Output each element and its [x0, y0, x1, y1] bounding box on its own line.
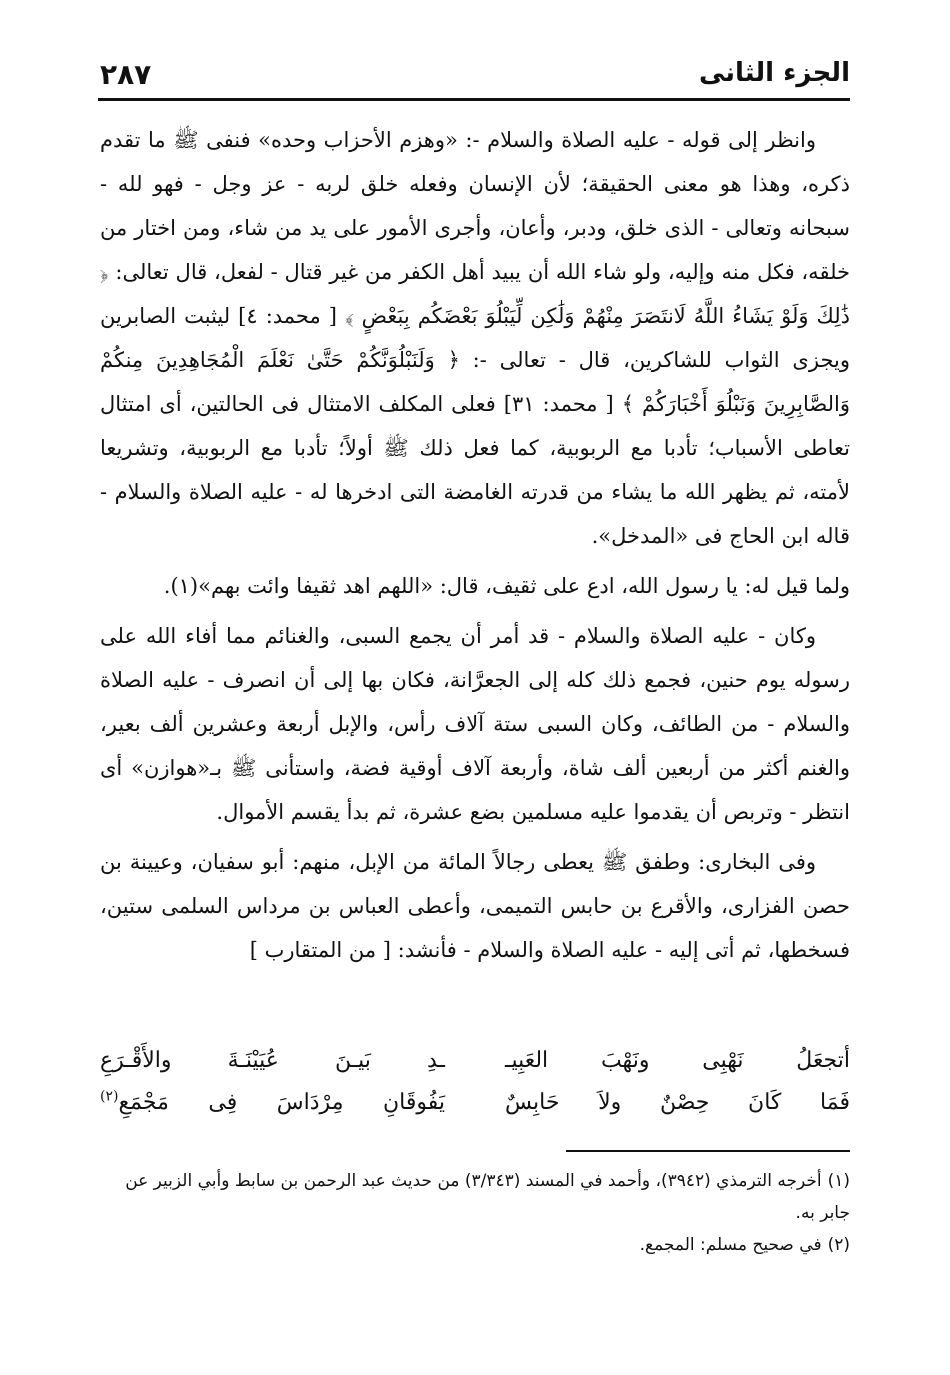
verse-second-text: يَفُوقَانِ مِرْدَاسَ فِى مَجْمَعِ — [118, 1090, 445, 1115]
footnote — [105, 1165, 850, 1229]
running-head: الجزء الثانى — [698, 58, 850, 88]
verse-second-hemistich: ـدِ بَيـنَ عُيَيْنَـةَ والأَقْـرَعِ — [100, 1048, 445, 1073]
footnote — [105, 1229, 850, 1261]
main-text — [100, 118, 850, 978]
verse-second-hemistich — [100, 1082, 445, 1124]
footnote-number: (١) — [827, 1171, 850, 1191]
page-number: ٢٨٧ — [100, 58, 152, 91]
header-rule — [98, 98, 850, 101]
footnote-number: (٢) — [827, 1235, 850, 1255]
verse-first-hemistich: أتجعَلُ نَهْبِى ونَهْبَ العَبِيـ — [505, 1048, 850, 1073]
poem — [100, 1040, 850, 1124]
verse-first-hemistich: فَمَا كَانَ حِصْنٌ ولاَ حَابِسٌ — [505, 1090, 850, 1115]
paragraph: وانظر إلى قوله - عليه الصلاة والسلام -: «وهزم الأحزاب وحده» فنفى ﷺ ما تقدم ذكره، وهذا هو معنى الحقيقة؛ لأن الإنسان وفعله خلق لربه - عز وجل - فهو لله - سبحانه وتعالى - الذى خلق، ودبر، وأعان، وأجرى الأمور على يد من شاء، ومن اختار من خلقه، فكل منه وإليه، ولو شاء الله أن يبيد أهل الكفر من غير قتال - لفعل، قال تعالى: ﴿ ذَٰلِكَ وَلَوْ يَشَاءُ اللَّهُ لَانتَصَرَ مِنْهُمْ وَلَٰكِن لِّيَبْلُوَ بَعْضَكُم بِبَعْضٍ ﴾ [ محمد: ٤] ليثبت الصابرين ويجزى الثواب للشاكرين، قال - تعالى -: ﴿ وَلَنَبْلُوَنَّكُمْ حَتَّىٰ نَعْلَمَ الْمُجَاهِدِينَ مِنكُمْ وَالصَّابِرِينَ وَنَبْلُوَ أَخْبَارَكُمْ ﴾ [ محمد: ٣١] فعلى المكلف الامتثال فى الحالتين، أى امتثال تعاطى الأسباب؛ تأدبا مع الربوبية، كما فعل ذلك ﷺ أولاً؛ تأدبا مع الربوبية، وتشريعا لأمته، ثم يظهر الله ما يشاء من قدرته الغامضة التى ادخرها له - عليه الصلاة والسلام - قاله ابن الحاج فى «المدخل». — [100, 128, 850, 548]
page-header — [98, 40, 850, 100]
footnote-marker: (٢) — [100, 1088, 119, 1105]
poem-verse — [100, 1082, 850, 1124]
footnote-rule — [566, 1150, 850, 1152]
poem-verse — [100, 1040, 850, 1082]
footnotes — [105, 1165, 850, 1261]
paragraph: وفى البخارى: وطفق ﷺ يعطى رجالاً المائة من الإبل، منهم: أبو سفيان، وعيينة بن حصن الفزارى، والأقرع بن حابس التميمى، وأعطى العباس بن مرداس السلمى ستين، فسخطها، ثم أتى إليه - عليه الصلاة والسلام - فأنشد: [ من المتقارب ] — [100, 850, 850, 962]
footnote-text: أخرجه الترمذي (٣٩٤٢)، وأحمد في المسند (٣/٣٤٣) من حديث عبد الرحمن بن سابط وأبي الزبير عن جابر به. — [125, 1171, 850, 1223]
paragraph: ولما قيل له: يا رسول الله، ادع على ثقيف، قال: «اللهم اهد ثقيفا وائت بهم»(١). — [163, 574, 850, 598]
footnote-text: في صحيح مسلم: المجمع. — [639, 1235, 822, 1255]
paragraph: وكان - عليه الصلاة والسلام - قد أمر أن يجمع السبى، والغنائم مما أفاء الله على رسوله يوم حنين، فجمع ذلك كله إلى الجعرَّانة، فكان بها إلى أن انصرف - عليه الصلاة والسلام - من الطائف، وكان السبى ستة آلاف رأس، والإبل أربعة وعشرين ألف بعير، والغنم أكثر من أربعين ألف شاة، وأربعة آلاف أوقية فضة، واستأنى ﷺ بـ«هوازن» أى انتظر - وتربص أن يقدموا عليه مسلمين بضع عشرة، ثم بدأ يقسم الأموال. — [100, 624, 851, 824]
